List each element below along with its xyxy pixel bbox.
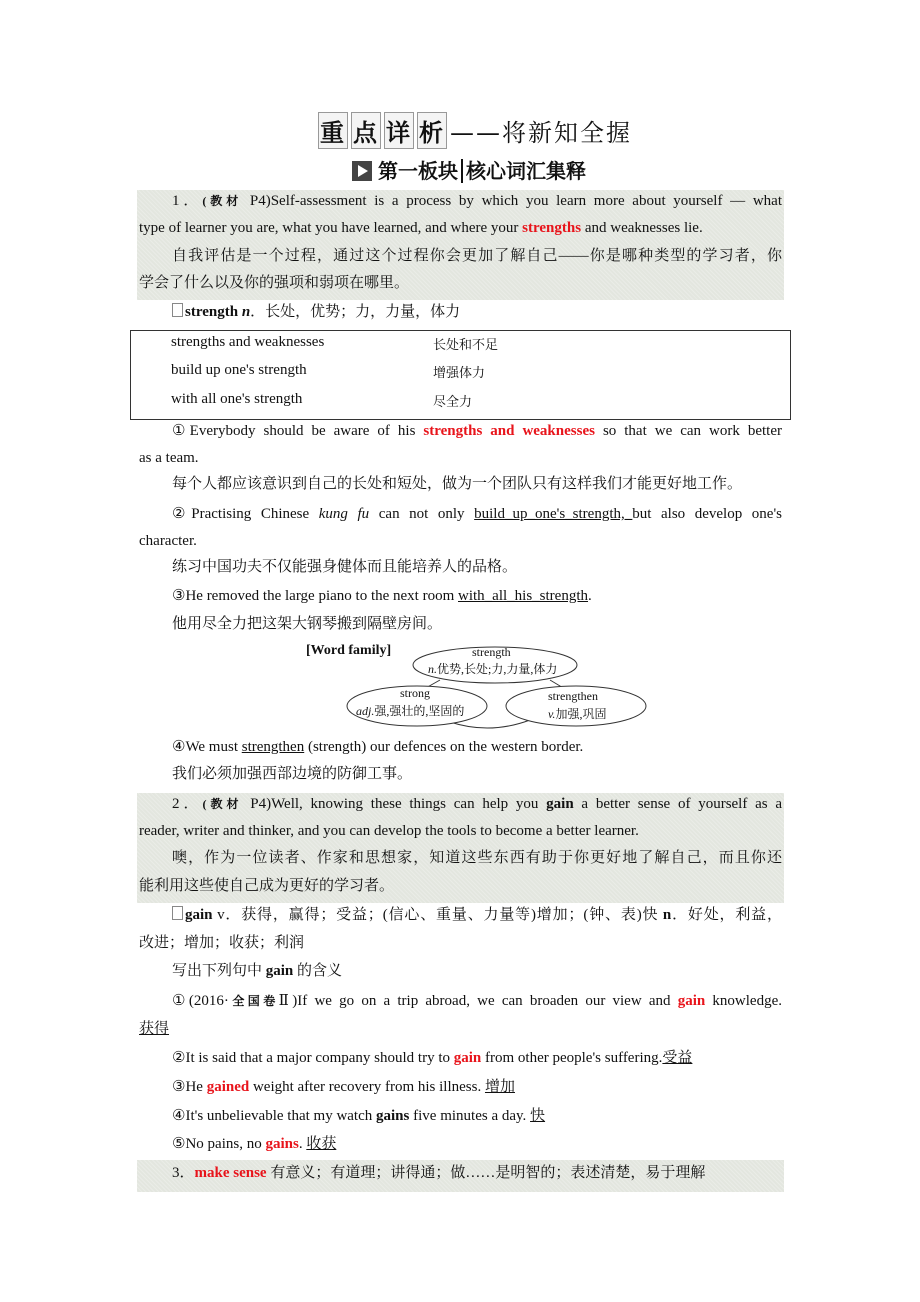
question bbox=[172, 1134, 782, 1154]
pos: n bbox=[662, 907, 672, 923]
translation: 他用尽全力把这架大钢琴搬到隔壁房间。 bbox=[172, 616, 443, 632]
translation: 每个人都应该意识到自己的长处和短处，做为一个团队只有这样我们才能更好地工作。 bbox=[172, 476, 743, 492]
pos: n bbox=[238, 304, 251, 320]
example bbox=[172, 421, 782, 441]
text: P4)Self-assessment is a process by which you learn more about yourself — what bbox=[242, 193, 782, 209]
text: a better sense of yourself as a bbox=[573, 796, 782, 812]
text: ④It's unbelievable that my watch bbox=[172, 1108, 377, 1124]
translation: 我们必须加强西部边境的防御工事。 bbox=[172, 766, 413, 782]
phrase-en: build up one's strength bbox=[171, 362, 307, 378]
example bbox=[172, 586, 782, 606]
node-word: strengthen bbox=[548, 689, 598, 703]
meaning: v．获得，赢得；受益；(信心、重量、力量等)增加；(钟、表)快 bbox=[212, 907, 663, 923]
example: character. bbox=[139, 533, 197, 549]
keyword: gained bbox=[206, 1079, 250, 1095]
title-subtext: ——将新知全握 bbox=[450, 119, 632, 147]
source: (教材 bbox=[202, 194, 243, 208]
item2-line bbox=[172, 794, 782, 814]
text: ②It is said that a major company should try to bbox=[172, 1050, 454, 1066]
keyword: gains bbox=[265, 1136, 299, 1152]
node-word: strength bbox=[472, 645, 511, 659]
translation: 学会了什么以及你的强项和弱项在哪里。 bbox=[139, 275, 410, 291]
node-meaning: 优势,长处;力,力量,体力 bbox=[437, 662, 558, 676]
text: type of learner you are, what you have learned, and where your bbox=[139, 220, 523, 236]
checkbox-glyph-icon bbox=[172, 303, 183, 317]
question bbox=[172, 991, 782, 1011]
node-pos: adj. bbox=[356, 704, 375, 718]
word-family-diagram bbox=[300, 640, 660, 730]
text: 的含义 bbox=[293, 963, 343, 979]
phrase-table bbox=[130, 330, 791, 420]
item3-line bbox=[172, 1163, 782, 1183]
translation: 练习中国功夫不仅能强身健体而且能培养人的品格。 bbox=[172, 559, 518, 575]
node-pos: v. bbox=[548, 707, 556, 721]
phrase-cn: 尽全力 bbox=[433, 395, 473, 410]
phrase-en: with all one's strength bbox=[171, 391, 303, 407]
translation: 能利用这些使自己成为更好的学习者。 bbox=[139, 878, 395, 894]
text: weight after recovery from his illness. bbox=[249, 1079, 485, 1095]
phrase-cn: 长处和不足 bbox=[433, 338, 499, 353]
phrase-en: strengths and weaknesses bbox=[171, 334, 325, 350]
node-meaning: 加强,巩固 bbox=[555, 707, 607, 721]
answer: 受益 bbox=[662, 1050, 693, 1066]
definition bbox=[172, 905, 782, 925]
text: ⑤No pains, no bbox=[172, 1136, 266, 1152]
text: kung fu bbox=[318, 506, 370, 522]
keyword: gain bbox=[546, 796, 574, 812]
text: so that we can work better bbox=[594, 423, 782, 439]
example bbox=[172, 504, 782, 524]
answer: with_all_his_strength bbox=[458, 588, 589, 604]
item-number: 2． bbox=[172, 796, 203, 812]
answer: strengthen bbox=[241, 739, 305, 755]
title-char: 点 bbox=[351, 112, 381, 149]
title-char: 详 bbox=[384, 112, 414, 149]
node-word: strong bbox=[400, 686, 430, 700]
item2-line: reader, writer and thinker, and you can develop the tools to become a better learner. bbox=[139, 823, 639, 839]
title-char: 重 bbox=[318, 112, 348, 149]
definition: 改进；增加；收获；利润 bbox=[139, 935, 305, 951]
answer: 增加 bbox=[484, 1079, 515, 1095]
question bbox=[172, 1106, 782, 1126]
text: . bbox=[298, 1136, 307, 1152]
definition bbox=[172, 302, 782, 322]
page-title bbox=[318, 112, 632, 149]
meaning: ．长处，优势；力，力量，体力 bbox=[250, 304, 461, 320]
node-pos: n. bbox=[428, 662, 437, 676]
translation: 噢，作为一位读者、作家和思想家，知道这些东西有助于你更好地了解自己，而且你还 bbox=[172, 850, 782, 866]
item-number: 3． bbox=[172, 1165, 195, 1181]
keyword: gains bbox=[376, 1108, 410, 1124]
title-char: 析 bbox=[417, 112, 447, 149]
text: ①Everybody should be aware of his bbox=[172, 423, 424, 439]
text: ①(2016· bbox=[172, 993, 229, 1009]
text: but also develop one's bbox=[632, 506, 782, 522]
text: from other people's suffering. bbox=[481, 1050, 663, 1066]
text: five minutes a day. bbox=[409, 1108, 531, 1124]
answer: build_up_one's_strength,_ bbox=[474, 506, 633, 522]
item1-line bbox=[139, 218, 782, 238]
text: . bbox=[588, 588, 592, 604]
text: knowledge. bbox=[705, 993, 782, 1009]
source: (教材 bbox=[202, 797, 243, 811]
meaning: 有意义；有道理；讲得通；做……是明智的；表述清楚，易于理解 bbox=[266, 1165, 706, 1181]
answer: 获得 bbox=[139, 1021, 170, 1037]
example: as a team. bbox=[139, 450, 199, 466]
item-number: 1． bbox=[172, 193, 203, 209]
section-label: 第一板块 bbox=[378, 159, 458, 183]
keyword: gain bbox=[677, 993, 706, 1009]
node-meaning: 强,强壮的,坚固的 bbox=[374, 704, 465, 718]
text: ③He bbox=[172, 1079, 207, 1095]
keyword: strengths bbox=[522, 220, 582, 236]
keyword: gain bbox=[453, 1050, 482, 1066]
text: 写出下列句中 bbox=[172, 963, 266, 979]
keyword: strengths and weaknesses bbox=[423, 423, 595, 439]
play-icon bbox=[352, 161, 372, 181]
translation: 自我评估是一个过程，通过这个过程你会更加了解自己——你是哪种类型的学习者，你 bbox=[172, 248, 782, 264]
keyword: make sense bbox=[194, 1165, 267, 1181]
task-instruction bbox=[172, 961, 782, 981]
question bbox=[172, 1077, 782, 1097]
meaning: ．好处，利益， bbox=[671, 907, 782, 923]
text: can not only bbox=[369, 506, 475, 522]
text: Ⅱ)If we go on a trip abroad, we can broaden our view and bbox=[278, 993, 678, 1009]
text: (strength) our defences on the western border. bbox=[304, 739, 584, 755]
keyword: gain bbox=[265, 963, 294, 979]
section-name: 核心词汇集释 bbox=[466, 159, 586, 183]
answer: 快 bbox=[530, 1108, 546, 1124]
text: ③He removed the large piano to the next room bbox=[172, 588, 459, 604]
text: and weaknesses lie. bbox=[581, 220, 703, 236]
text: P4)Well, knowing these things can help you bbox=[242, 796, 547, 812]
answer: 收获 bbox=[306, 1136, 337, 1152]
question bbox=[172, 1048, 782, 1068]
item1-line bbox=[172, 191, 782, 211]
headword: gain bbox=[185, 907, 213, 923]
section-heading bbox=[352, 155, 586, 184]
divider bbox=[461, 159, 463, 183]
source: 全国卷 bbox=[228, 994, 279, 1008]
phrase-cn: 增强体力 bbox=[433, 366, 486, 381]
example bbox=[172, 737, 782, 757]
checkbox-glyph-icon bbox=[172, 906, 183, 920]
text: ②Practising Chinese bbox=[172, 506, 319, 522]
word-family-label: [Word family] bbox=[306, 643, 392, 658]
text: ④We must bbox=[172, 739, 242, 755]
headword: strength bbox=[185, 304, 239, 320]
